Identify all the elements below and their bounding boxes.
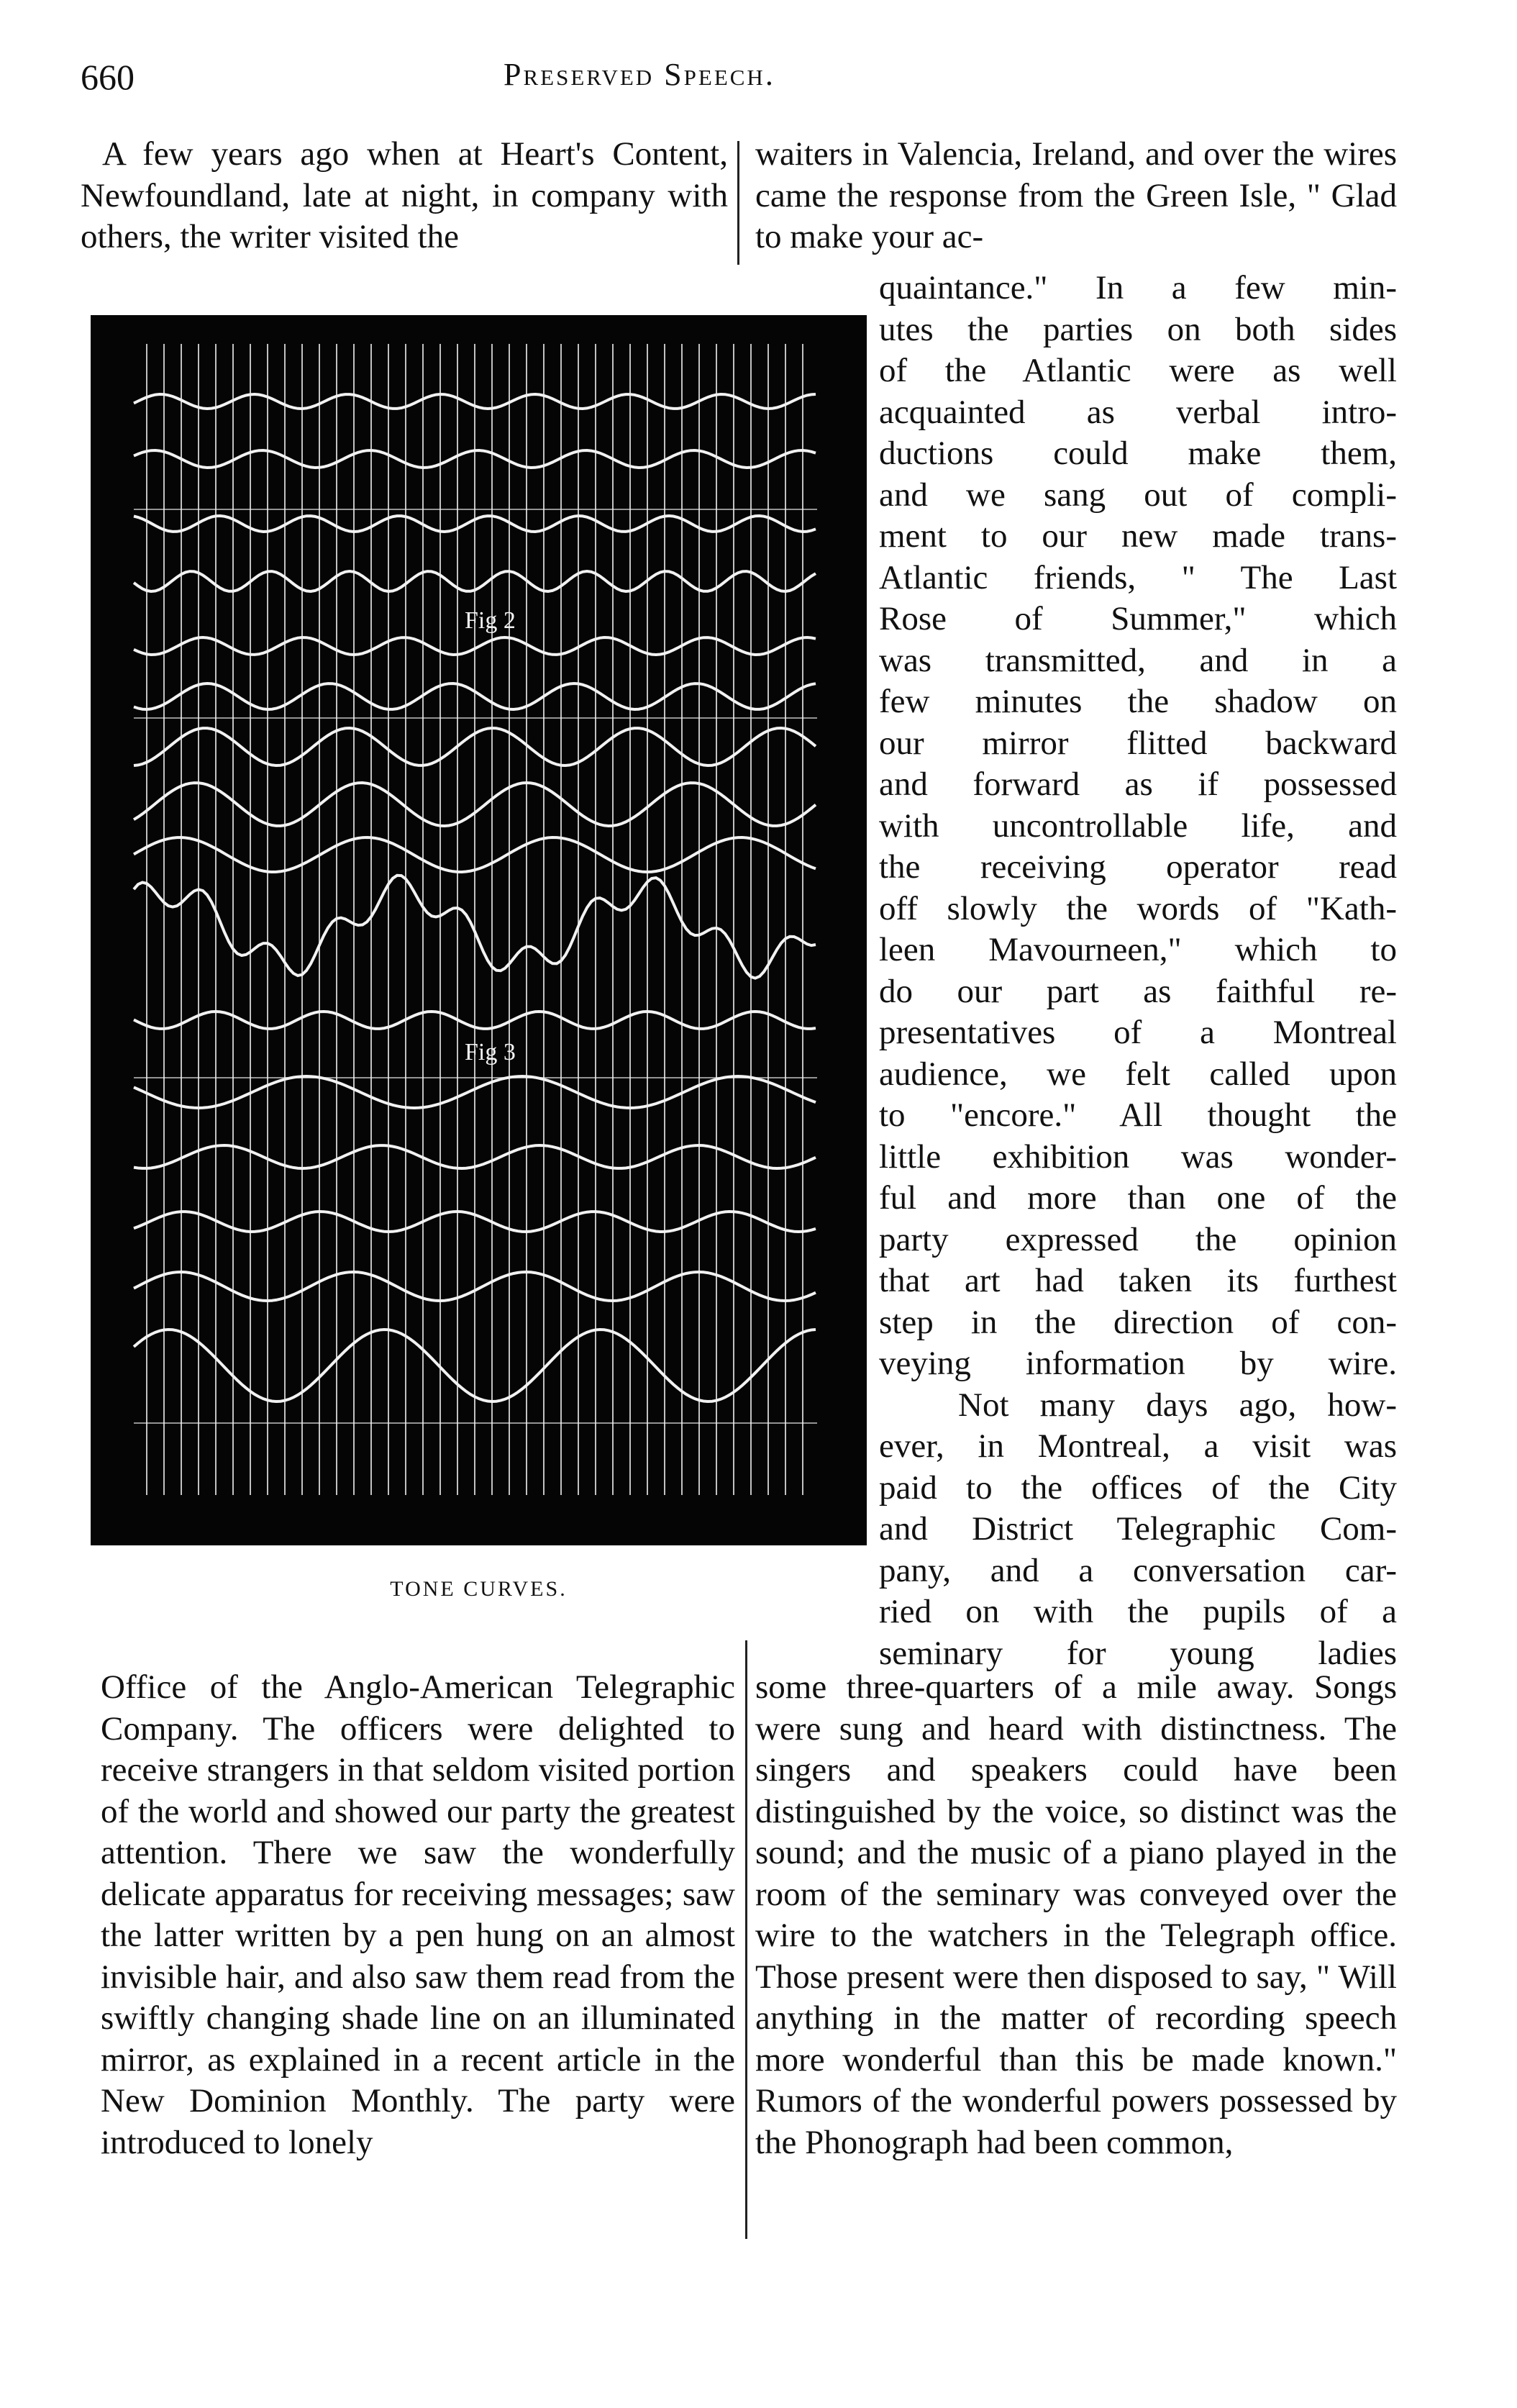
paragraph-seminary: some three-quarters of a mile away. Songs were sung and heard with distinctness. The singers and speakers could have been distinguished by the voice, so distinct was the sound; and the music of a piano played in the room of the seminary was conveyed over the wire to the watchers in the Telegraph office. Those present were then disposed to say, " Will anything in the matter of recording speech more wonderful than this be made known." Rumors of the wonderful powers possessed by the Phonograph had been common,	[755, 1668, 1397, 2161]
left-column-top	[81, 134, 728, 258]
text-line: ment to our new made trans-	[879, 517, 1397, 555]
text-line: off slowly the words of "Kath-	[879, 889, 1397, 927]
text-line: presentatives of a Montreal	[879, 1014, 1397, 1051]
text-line: veying information by wire.	[879, 1345, 1397, 1382]
fig3-label: Fig 3	[465, 1039, 516, 1066]
paragraph-anglo-american: Office of the Anglo-American Telegraphic Company. The officers were delighted to receive strangers in that seldom visited portion of the world and showed our party the greatest attention. There we saw the wonderfully delicate apparatus for receiving messages; saw the latter written by a pen hung on an almost invisible hair, and also saw them read from the swiftly changing shade line on an illuminated mirror, as explained in a recent article in the New Dominion Monthly. The party were introduced to lonely	[101, 1668, 735, 2161]
paragraph-valencia: waiters in Valencia, Ireland, and over the wires came the response from the Green Isle, " Glad to make your ac-	[755, 135, 1397, 255]
right-column-top	[755, 134, 1397, 258]
tone-curves-plot	[91, 315, 867, 1545]
text-line: ever, in Montreal, a visit was	[879, 1427, 1397, 1465]
page-header	[0, 56, 1517, 99]
text-line: leen Mavourneen," which to	[879, 931, 1397, 968]
right-column-bottom	[755, 1667, 1397, 2163]
text-line: step in the direction of con-	[879, 1303, 1397, 1341]
text-line: was transmitted, and in a	[879, 641, 1397, 679]
text-line: ful and more than one of the	[879, 1179, 1397, 1217]
fig2-label: Fig 2	[465, 607, 516, 634]
text-line: our mirror flitted backward	[879, 724, 1397, 762]
text-line: do our part as faithful re-	[879, 972, 1397, 1010]
column-rule-bottom	[745, 1640, 747, 2239]
text-line: pany, and a conversation car-	[879, 1551, 1397, 1589]
text-line: the receiving operator read	[879, 848, 1397, 886]
text-line: and forward as if possessed	[879, 765, 1397, 803]
running-title: Preserved Speech.	[504, 57, 775, 92]
text-line: paid to the offices of the City	[879, 1468, 1397, 1507]
text-line: few minutes the shadow on	[879, 683, 1397, 720]
left-column-bottom	[101, 1667, 735, 2163]
text-line: quaintance." In a few min-	[879, 269, 1397, 306]
text-line: Atlantic friends, " The Last	[879, 558, 1397, 596]
text-line: utes the parties on both sides	[879, 310, 1397, 348]
text-line: and District Telegraphic Com-	[879, 1510, 1397, 1548]
paragraph-heart-content: A few years ago when at Heart's Content, Newfoundland, late at night, in company with others, the writer visited the	[81, 135, 728, 255]
page-number: 660	[81, 57, 135, 97]
tone-curves-figure	[91, 315, 867, 1545]
text-line: audience, we felt called upon	[879, 1055, 1397, 1093]
text-line: with uncontrollable life, and	[879, 807, 1397, 845]
text-line: seminary for young ladies	[879, 1634, 1397, 1672]
text-line: of the Atlantic were as well	[879, 352, 1397, 389]
text-line: Not many days ago, how-	[958, 1386, 1397, 1424]
text-line: ried on with the pupils of a	[879, 1593, 1397, 1630]
text-line: acquainted as verbal intro-	[879, 393, 1397, 431]
text-line: and we sang out of compli-	[879, 476, 1397, 514]
text-line: little exhibition was wonder-	[879, 1137, 1397, 1176]
column-rule-top	[737, 141, 739, 265]
text-line: to "encore." All thought the	[879, 1096, 1397, 1134]
text-line: party expressed the opinion	[879, 1220, 1397, 1258]
text-line: ductions could make them,	[879, 435, 1397, 472]
figure-caption: TONE CURVES.	[390, 1577, 568, 1601]
text-line: Rose of Summer," which	[879, 600, 1397, 637]
text-line: that art had taken its furthest	[879, 1262, 1397, 1299]
